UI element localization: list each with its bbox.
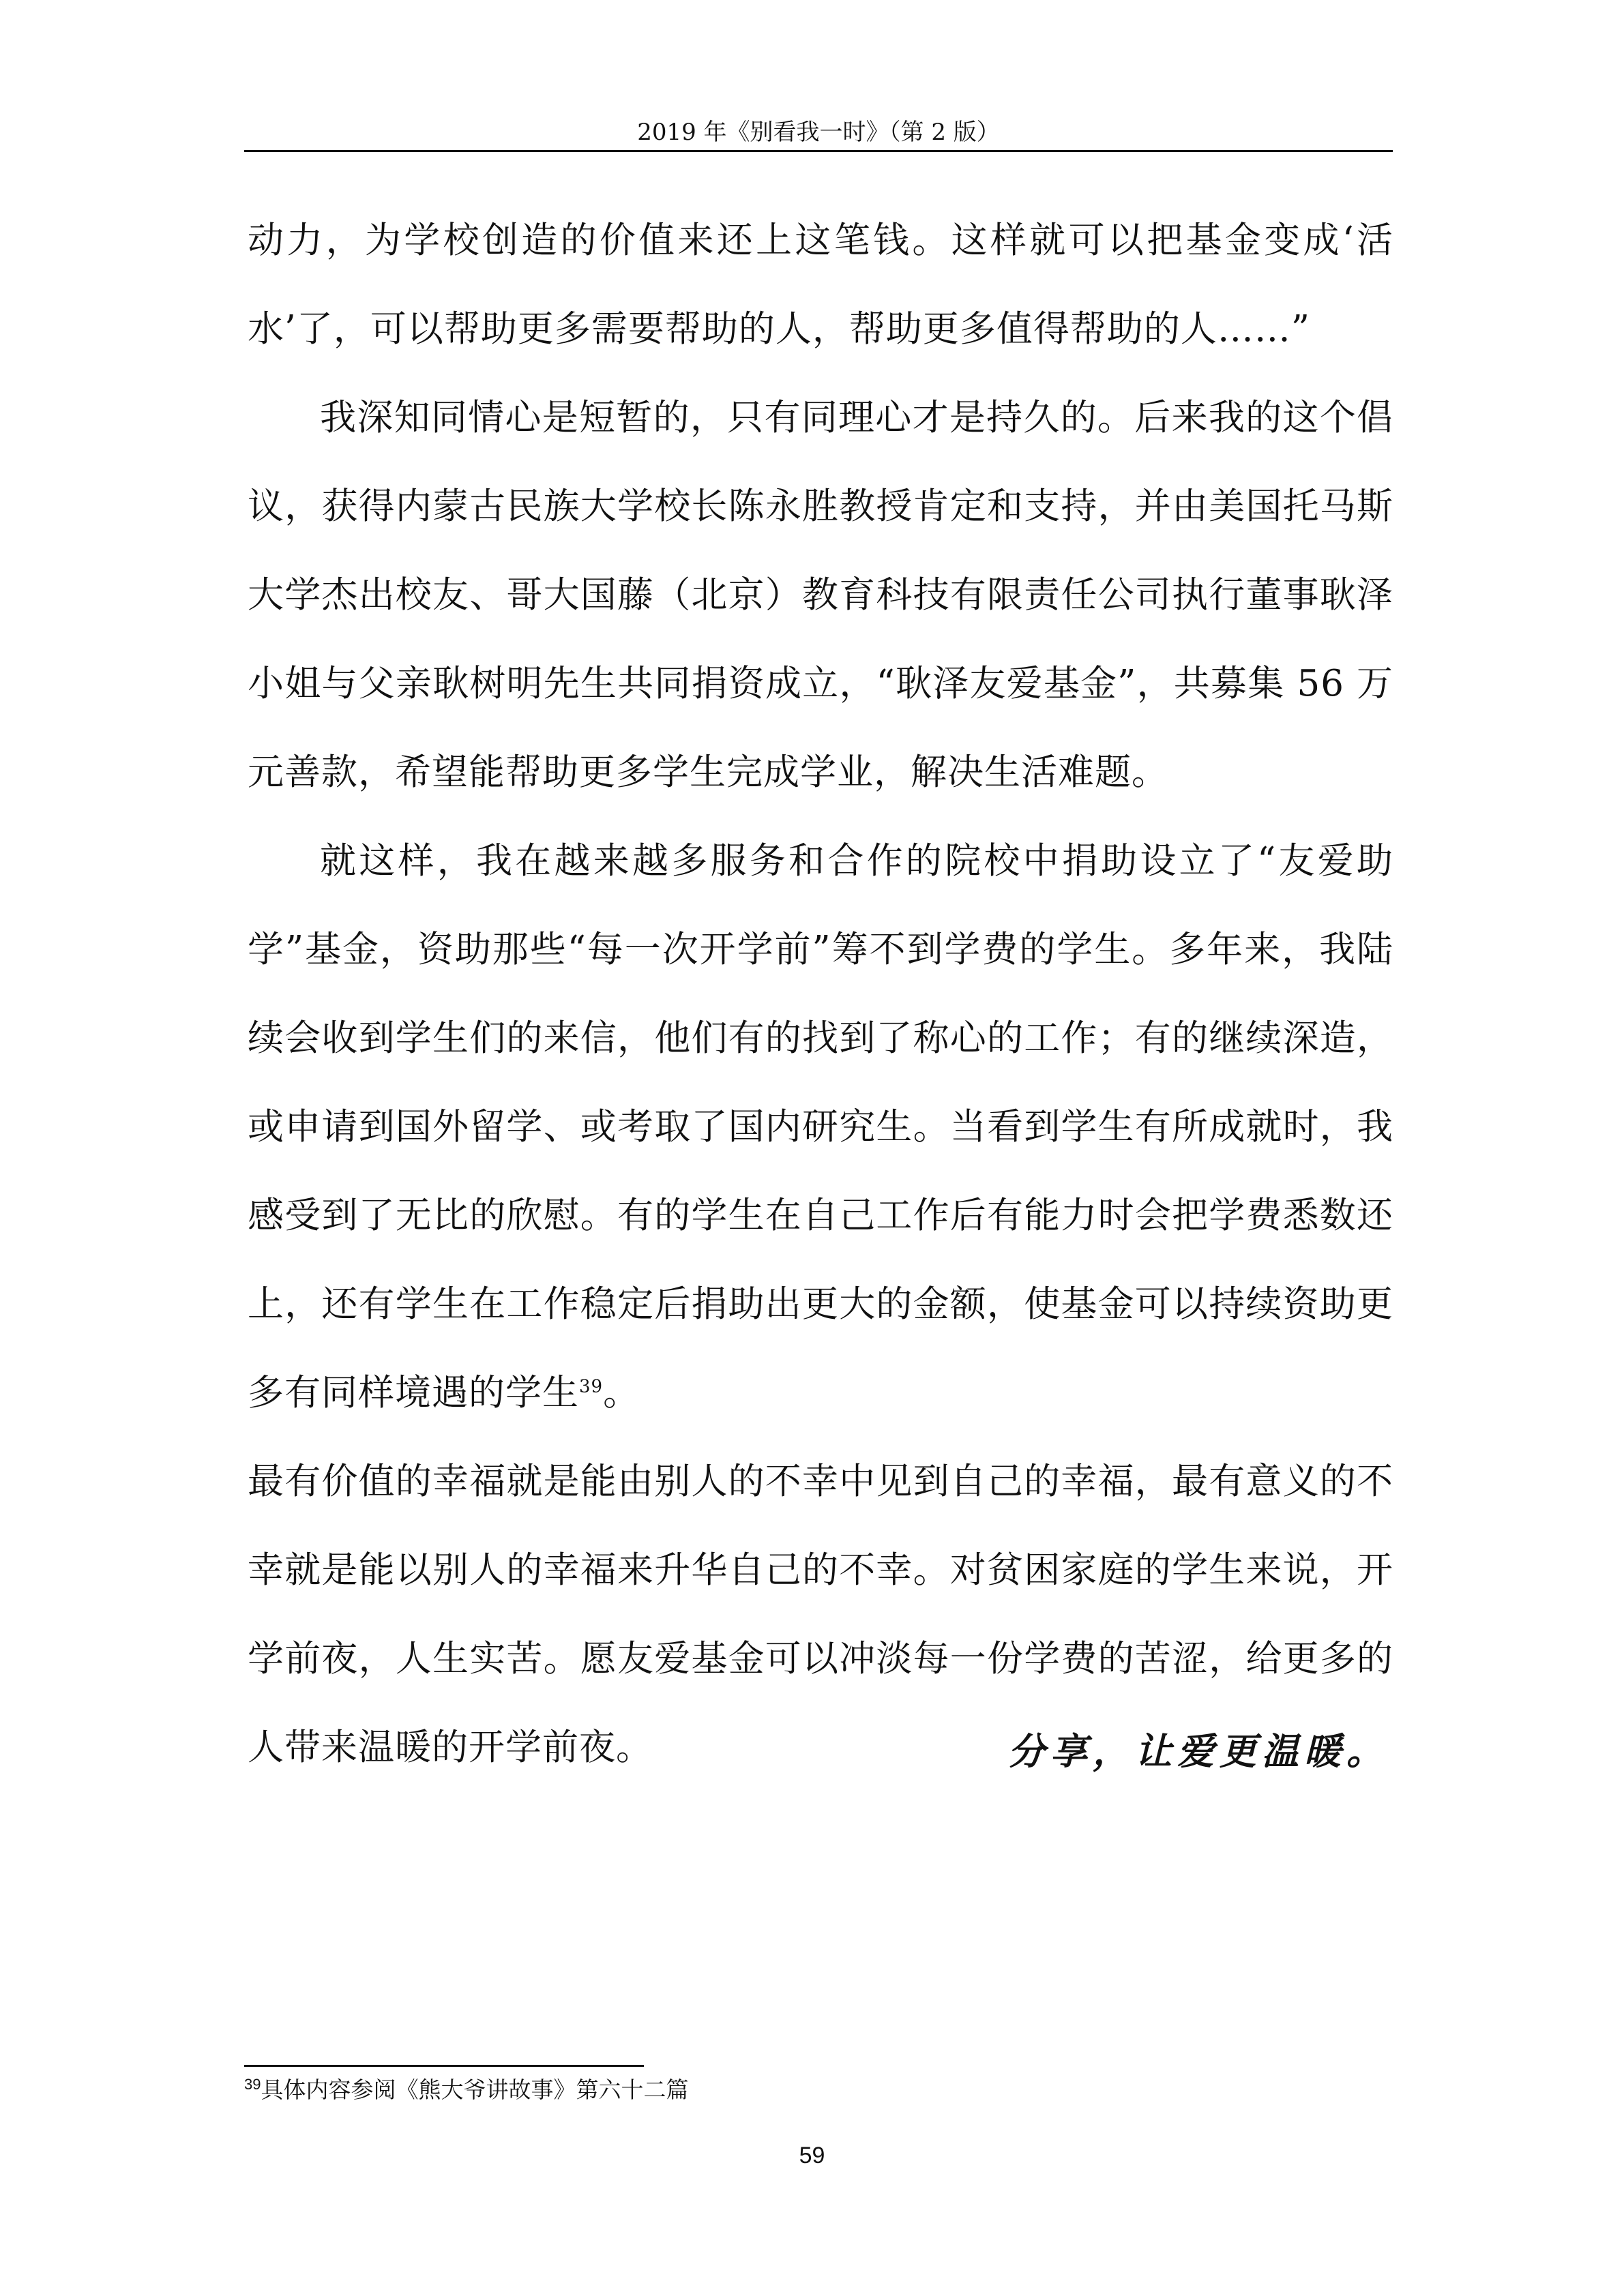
footnote [244, 2074, 688, 2106]
footnote-number: 39 [244, 2076, 261, 2093]
page-number: 59 [799, 2143, 825, 2168]
paragraph-continuation: 动力，为学校创造的价值来还上这笔钱。这样就可以把基金变成‘活水’了，可以帮助更多需要帮助的人，帮助更多值得帮助的人……” [248, 220, 1393, 350]
paragraph-happiness: 最有价值的幸福就是能由别人的不幸中见到自己的幸福，最有意义的不幸就是能以别人的幸福来升华自己的不幸。对贫困家庭的学生来说，开学前夜，人生实苦。愿友爱基金可以冲淡每一份学费的苦涩，给更多的人带来温暖的开学前夜。 [248, 1461, 1393, 1768]
paragraph-fund-end: 。 [603, 1372, 640, 1414]
footnote-reference[interactable]: 39 [579, 1376, 604, 1397]
body-text [248, 196, 1393, 1792]
header-rule [244, 150, 1393, 152]
page-header: 2019 年《别看我一时》（第 2 版） [637, 119, 1000, 146]
paragraph-empathy: 我深知同情心是短暂的，只有同理心才是持久的。后来我的这个倡议，获得内蒙古民族大学校长陈永胜教授肯定和支持，并由美国托马斯大学杰出校友、哥大国藤（北京）教育科技有限责任公司执行董事耿泽小姐与父亲耿树明先生共同捐资成立，“耿泽友爱基金”，共募集 56 万元善款，希望能帮助更多学生完成学业，解决生活难题。 [248, 397, 1393, 793]
paragraph-fund-text: 就这样，我在越来越多服务和合作的院校中捐助设立了“友爱助学”基金，资助那些“每一次开学前”筹不到学费的学生。多年来，我陆续会收到学生们的来信，他们有的找到了称心的工作；有的继续深造，或申请到国外留学、或考取了国内研究生。当看到学生有所成就时，我感受到了无比的欣慰。有的学生在自己工作后有能力时会把学费悉数还上，还有学生在工作稳定后捐助出更大的金额，使基金可以持续资助更多有同样境遇的学生 [248, 840, 1393, 1414]
footnote-rule [244, 2065, 644, 2067]
signature: 分享，让爱更温暖。 [1008, 1729, 1389, 1773]
paragraph-fund [248, 817, 1393, 1437]
footnote-text: 具体内容参阅《熊大爷讲故事》第六十二篇 [261, 2076, 689, 2103]
